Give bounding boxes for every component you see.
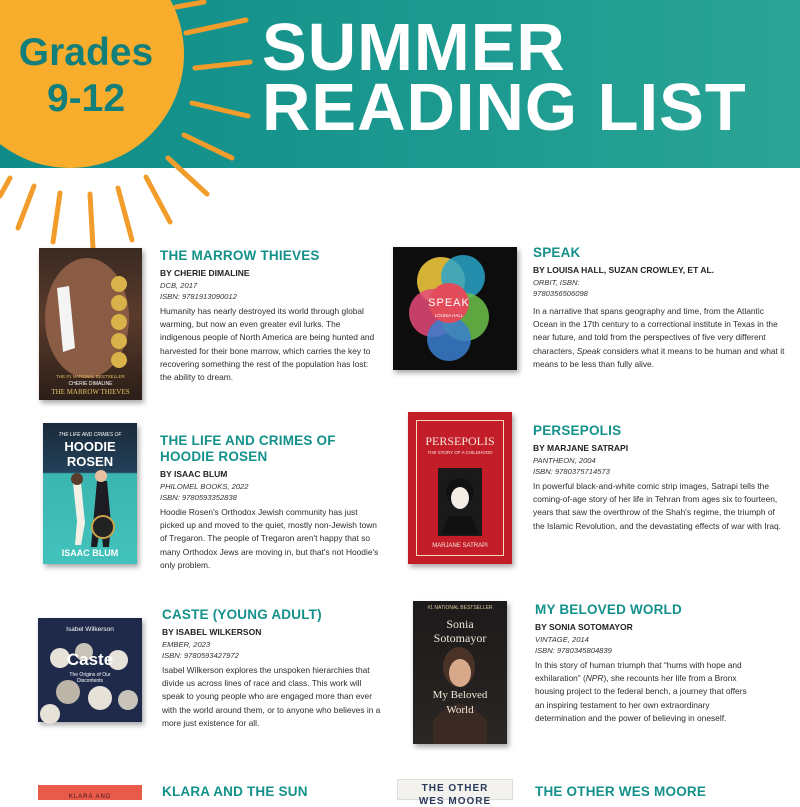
cover-title: KLARA AND	[68, 794, 112, 800]
cover-author: ISAAC BLUM	[61, 548, 119, 558]
desc-emphasis: Speak	[576, 345, 601, 356]
cover-subtitle: The Origins of Our Discontents	[69, 672, 111, 684]
book-publisher: ORBIT, ISBN:	[533, 278, 580, 287]
cover-title-2: World	[446, 704, 474, 716]
book-info	[535, 602, 755, 725]
book-cover	[397, 779, 513, 807]
book-publisher: DCB, 2017	[160, 281, 198, 290]
book-publisher: VINTAGE, 2014	[535, 635, 589, 644]
book-cover	[393, 247, 517, 370]
book-isbn: ISBN: 9780375714573	[533, 467, 610, 476]
book-isbn: ISBN: 9780345804839	[535, 646, 612, 655]
cover-author: LOUISA HALL	[434, 313, 464, 318]
book-author: BY ISABEL WILKERSON	[162, 627, 262, 637]
book-info	[533, 423, 788, 533]
book-isbn: ISBN: 9780593427972	[162, 651, 239, 660]
book-title: PERSEPOLIS	[533, 423, 622, 438]
book-cover	[38, 618, 142, 722]
book-title: MY BELOVED WORLD	[535, 602, 682, 617]
book-title: CASTE (YOUNG ADULT)	[162, 607, 322, 622]
book-title: KLARA AND THE SUN	[162, 784, 308, 799]
desc-part: In a narrative that spans geography and time, from the Atlantic Ocean in the 17th century to a correctional institute in Texas in the near future, and told from the perspectives of five very different characters,	[533, 306, 778, 356]
page-title	[262, 10, 792, 145]
cover-tagline: THE LIFE AND CRIMES OF	[58, 432, 122, 438]
grades-label	[0, 30, 172, 122]
book-title: SPEAK	[533, 245, 581, 260]
book-isbn: 9780356506098	[533, 289, 588, 298]
cover-title-1: THE OTHER	[421, 783, 489, 794]
grades-line-1: Grades	[18, 31, 154, 74]
book-description	[533, 305, 785, 371]
cover-tagline: THE #1 NATIONAL BESTSELLER	[56, 374, 125, 379]
book-description: In powerful black-and-white comic strip images, Satrapi tells the coming-of-age story of her life in Tehran from ages six to fourteen, years that saw the overthrow of the Shah's regime, the triumph of the Islamic Revolution, and the devastating effects of war with Iraq.	[533, 481, 781, 531]
cover-author: CHERIE DIMALINE	[68, 381, 113, 387]
cover-subtitle: THE STORY OF A CHILDHOOD	[427, 450, 493, 455]
book-publisher: EMBER, 2023	[162, 640, 211, 649]
book-publisher: PANTHEON, 2004	[533, 456, 596, 465]
book-cover	[413, 601, 507, 744]
cover-title-1: My Beloved	[432, 689, 488, 701]
desc-part: ), she recounts her life from a Bronx housing project to the federal bench, a journey that offers an inspiring testament to her own extraordinary determination and the power of believing in oneself.	[535, 673, 747, 723]
cover-title-2: WES MOORE	[418, 796, 492, 807]
book-title: THE LIFE AND CRIMES OF HOODIE ROSEN	[160, 433, 336, 464]
book-cover	[38, 785, 142, 800]
book-title: THE MARROW THIEVES	[160, 248, 320, 263]
cover-title: PERSEPOLIS	[425, 434, 495, 448]
book-author: BY SONIA SOTOMAYOR	[535, 622, 633, 632]
desc-part: In this story of human triumph that “hums with hope and exhilaration” (	[535, 660, 742, 684]
book-info	[535, 784, 775, 800]
book-author: BY LOUISA HALL, SUZAN CROWLEY, ET AL.	[533, 265, 715, 275]
title-line-2: READING LIST	[262, 70, 747, 145]
book-author: BY CHERIE DIMALINE	[160, 268, 250, 278]
cover-author-last: Sotomayor	[433, 631, 487, 645]
book-title: THE OTHER WES MOORE	[535, 784, 707, 799]
cover-title: THE MARROW THIEVES	[51, 388, 130, 396]
cover-author-first: Sonia	[446, 617, 474, 631]
desc-emphasis: NPR	[585, 673, 604, 684]
book-info	[533, 245, 785, 371]
book-author: BY MARJANE SATRAPI	[533, 443, 629, 453]
book-info	[162, 607, 384, 730]
cover-author: MARJANE SATRAPI	[432, 543, 488, 549]
book-info	[160, 433, 382, 572]
book-info	[160, 248, 382, 384]
cover-title: HOODIE ROSEN	[64, 439, 116, 469]
book-cover	[408, 412, 512, 564]
cover-title: Caste	[66, 650, 114, 669]
book-publisher: PHILOMEL BOOKS, 2022	[160, 482, 249, 491]
book-cover	[43, 423, 137, 564]
cover-tagline: #1 NATIONAL BESTSELLER	[427, 605, 493, 611]
book-isbn: ISBN: 9780593352838	[160, 493, 237, 502]
book-description: Isabel Wilkerson explores the unspoken hierarchies that divide us across lines of race and class. This work will speak to young people who are engaged more than ever with the world around them, or to anyone who believes in a more just existence for all.	[162, 665, 381, 728]
book-info	[162, 784, 384, 800]
desc-part: considers what it means to be human and what it means to be less than fully alive.	[533, 345, 785, 369]
book-isbn: ISBN: 9781913090012	[160, 292, 237, 301]
cover-author: Isabel Wilkerson	[66, 626, 114, 633]
book-description	[535, 659, 755, 725]
book-author: BY ISAAC BLUM	[160, 469, 228, 479]
book-description: Hoodie Rosen's Orthodox Jewish community has just picked up and moved to the quiet, mostly non-Jewish town of Tregaron. The people of Tregaron aren't happy that so many Orthodox Jews are moving in, but that's not Hoodie's only problem.	[160, 507, 379, 570]
book-cover	[39, 248, 142, 400]
book-description: Humanity has nearly destroyed its world through global warming, but now an even greater evil lurks. The indigenous people of North America are being hunted and harvested for their bone marrow, which carries the key to recovering something the rest of the population has lost: the ability to dream.	[160, 306, 375, 383]
cover-title: SPEAK	[428, 297, 470, 309]
cover-art-icon	[38, 618, 142, 722]
grades-line-2: 9-12	[46, 77, 126, 120]
title-line-1: SUMMER	[262, 10, 566, 85]
